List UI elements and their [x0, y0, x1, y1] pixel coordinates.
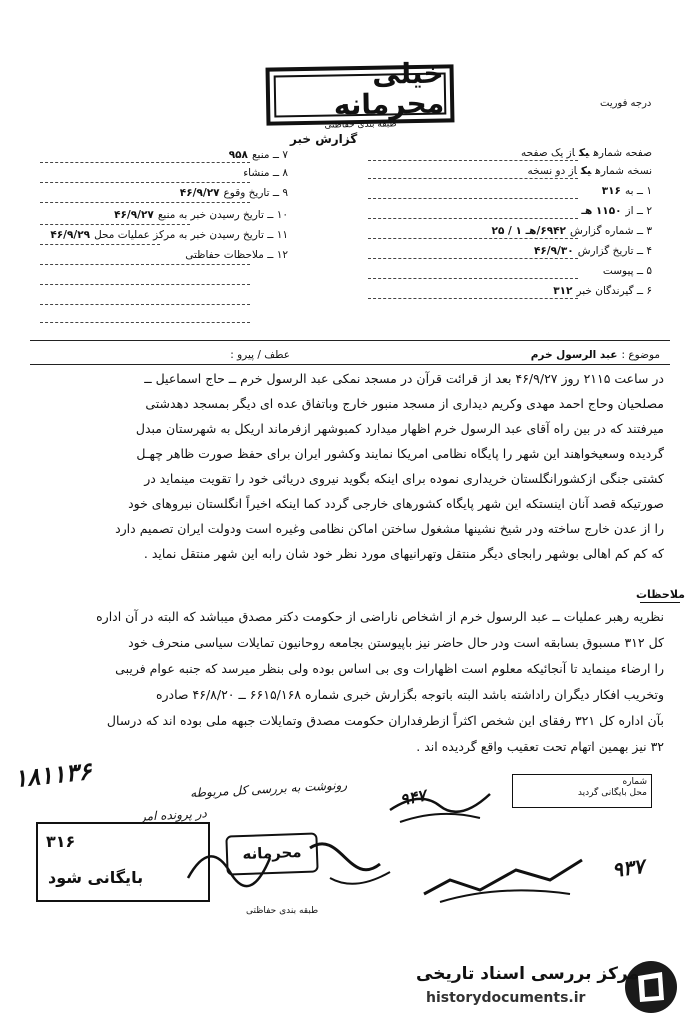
- seal-caption: طبقه بندی حفاظتی: [246, 906, 319, 916]
- box-label: شماره: [622, 777, 647, 787]
- signature-scribble: [180, 828, 400, 898]
- body-line: میرفتند که در بین راه آقای عبد الرسول خرم اظهار میدارد کمبوشهر ازفرماند اریکل به شهرستان مبدل: [135, 421, 664, 436]
- handwritten-number: ۱۸۱۱۳۶: [12, 756, 93, 793]
- field-recipients: ۶ ــ گیرندگان خبر۳۱۲: [553, 285, 652, 297]
- divider: [368, 238, 578, 239]
- field-security-notes: ۱۲ ــ ملاحظات حفاظتی: [185, 249, 288, 261]
- subject: موضوع :عبد الرسول خرم: [530, 349, 660, 361]
- divider: [368, 278, 578, 279]
- notes-heading: ملاحظات: [636, 588, 685, 601]
- field-page-number: صفحه شمارهیکاز یک صفحه: [521, 147, 652, 159]
- classification-sublabel: طبقه بندی حفاظتی: [324, 119, 397, 131]
- divider: [40, 202, 250, 203]
- reference: عطف / پیرو :: [230, 349, 290, 361]
- field-date-to-source: ۱۰ ــ تاریخ رسیدن خبر به منبع۴۶/۹/۲۷: [114, 209, 288, 221]
- header-divider: [30, 340, 670, 341]
- field-copy-number: نسخه شمارهیکاز دو نسخه: [527, 165, 652, 177]
- field-origin: ۸ ــ منشاء: [243, 167, 288, 179]
- body-line: مصلحیان وحاج احمد مهدی وکریم دیداری از مسجد منبور خارج وباتفاق عده ای دیگر بمسجد دهدشتی: [145, 396, 664, 411]
- footer-title: مرکز بررسی اسناد تاریخی: [416, 964, 639, 984]
- divider: [368, 258, 578, 259]
- handwritten-note: رونوشت به بررسی کل مربوطه: [189, 777, 348, 801]
- field-from: ۲ ــ از۱۱۵۰ هـ: [581, 205, 652, 217]
- classification-stamp: [266, 56, 455, 131]
- divider: [40, 182, 250, 183]
- archive-instruction: بایگانی شود: [48, 868, 144, 887]
- body-line: را از عدن خارج ساخته ودر شیخ نشینها مشغول ساختن اماکن نظامی وغیره است ودولت ایران تصمیم دارد: [115, 521, 664, 536]
- divider: [368, 218, 578, 219]
- confidential-stamp-label: محرمانه: [242, 842, 302, 864]
- field-event-date: ۹ ــ تاریخ وقوع۴۶/۹/۲۷: [179, 187, 288, 199]
- divider: [368, 198, 578, 199]
- report-title: گزارش خبر: [290, 132, 358, 146]
- field-report-number: ۳ ــ شماره گزارش۶۹۴۲/هـ ۱ / ۲۵: [491, 225, 652, 237]
- archive-info-box: [512, 774, 652, 808]
- divider: [40, 264, 250, 265]
- divider: [40, 244, 160, 245]
- signature-scribble: [420, 840, 590, 910]
- box-label: محل بایگانی گردید: [577, 788, 647, 798]
- body-line: در ساعت ۲۱۱۵ روز ۴۶/۹/۲۷ بعد از قرائت قرآن در مسجد نمکی عبد الرسول خرم ــ حاج اسماعیل ــ: [144, 371, 664, 386]
- field-to: ۱ ــ به۳۱۶: [601, 185, 652, 197]
- divider: [40, 322, 250, 323]
- body-line: صورتیکه قصد آنان اینستکه این شهر پایگاه کشورهای خارجی گردد کما اینکه اخیراً انگلستان نیروهای خود: [128, 496, 664, 511]
- handwritten-note: در پرونده امر: [139, 806, 208, 824]
- notes-line: بآن اداره کل ۳۲۱ رفقای این شخص اکثراً ازطرفداران حکومت مصدق وتمایلات جبهه ملی بوده اند که درسال: [106, 713, 664, 728]
- divider: [368, 178, 578, 179]
- footer-url[interactable]: historydocuments.ir: [426, 990, 586, 1006]
- divider: [40, 284, 250, 285]
- archive-number: ۳۱۶: [46, 832, 76, 851]
- handwritten-number: ۹۴۷: [398, 785, 428, 810]
- body-line: کشتی جنگی ازکشورانگلستان خریداری نموده برای اینکه بگوید نیروی دریائی خود را تقویت مینماید در: [144, 471, 664, 486]
- handwritten-scribble: [380, 770, 500, 830]
- body-line: که کم کم اهالی بوشهر رابجای دیگر منتقل وتهرانیهای مورد نظر خود شان رابه این شهر منتقل نماید .: [143, 546, 664, 561]
- notes-line: نظریه رهبر عملیات ــ عبد الرسول خرم از اشخاص ناراضی از حکومت دکتر مصدق میباشد که البته در آن اداره: [96, 609, 664, 624]
- classification-label: خیلی محرمانه: [333, 56, 445, 122]
- field-report-date: ۴ ــ تاریخ گزارش۴۶/۹/۳۰: [533, 245, 652, 257]
- notes-underline: [640, 602, 680, 603]
- handwritten-number: ۹۳۷: [610, 853, 646, 883]
- divider: [368, 160, 578, 161]
- divider: [40, 304, 250, 305]
- field-attachment: ۵ ــ پیوست: [602, 265, 652, 277]
- divider: [40, 162, 250, 163]
- notes-body: [34, 604, 664, 760]
- field-date-to-center: ۱۱ ــ تاریخ رسیدن خبر به مرکز عملیات محل۴۶/۹/۲۹: [50, 229, 288, 241]
- field-source: ۷ ــ منبع۹۵۸: [228, 149, 288, 161]
- notes-line: را ارضاء مینماید تا آنجائیکه معلوم است اظهارات وی بی اساس بوده ولی بنظر میرسد که جنبه عوام فریبی: [115, 661, 664, 676]
- divider: [40, 224, 190, 225]
- divider: [368, 298, 578, 299]
- report-body: [34, 366, 664, 566]
- notes-line: ۳۲ نیز بهمین اتهام تحت تعقیب واقع گردیده اند .: [416, 739, 664, 754]
- urgency-label: درجه فوریت: [600, 98, 652, 109]
- notes-line: وتخریب افکار دیگران راداشته باشد البته باتوجه بگزارش خبری شماره ۶۶۱۵/۱۶۸ ــ ۴۶/۸/۲۰ صادره: [155, 687, 664, 702]
- body-line: گردیده وسعیخواهند این شهر را پایگاه نظامی امریکا نمایند وکشور ایران برای حفظ صورت ظاهر چهـل: [136, 446, 664, 461]
- subject-divider: [30, 364, 670, 365]
- notes-line: کل ۳۱۲ مسبوق بسابقه است ودر حال حاضر نیز باپیوستن بجامعه روحانیون تمایلات سیاسی منحرف خود: [128, 635, 664, 650]
